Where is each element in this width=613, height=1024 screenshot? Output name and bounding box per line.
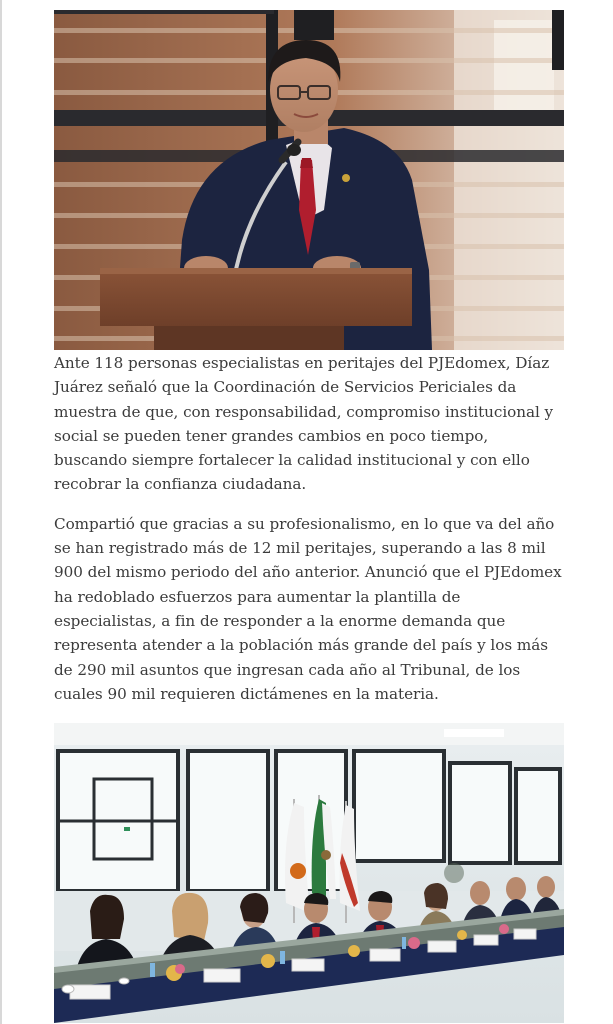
article-body (54, 10, 564, 1023)
article-paragraph-1: Ante 118 personas especialistas en peritajes del PJEdomex, Díaz Juárez señaló que la Coordinación de Servicios Periciales da muestra de que, con responsabilidad, compromiso institucional y social se pueden tener grandes cambios en poco tiempo, buscando siempre fortalecer la calidad institucional y con ello recobrar la confianza ciudadana. (54, 354, 554, 494)
article-paragraph-2: Compartió que gracias a su profesionalismo, en lo que va del año se han registrado más de 12 mil peritajes, superando a las 8 mil 900 del mismo periodo del año anterior. Anunció que el PJEdomex ha redoblado esfuerzos para aumentar la plantilla de especialistas, a fin de responder a la enorme demanda que representa atender a la población más grande del país y los más de 290 mil asuntos que ingresan cada año al Tribunal, de los cuales 90 mil requieren dictámenes en la materia. (54, 514, 562, 703)
head-table-photo[interactable] (54, 723, 564, 1023)
page-edge-line (0, 0, 2, 1024)
speaker-photo[interactable] (54, 10, 564, 350)
speaker-photo-drawing (54, 10, 564, 350)
head-table-photo-drawing (54, 723, 564, 1023)
